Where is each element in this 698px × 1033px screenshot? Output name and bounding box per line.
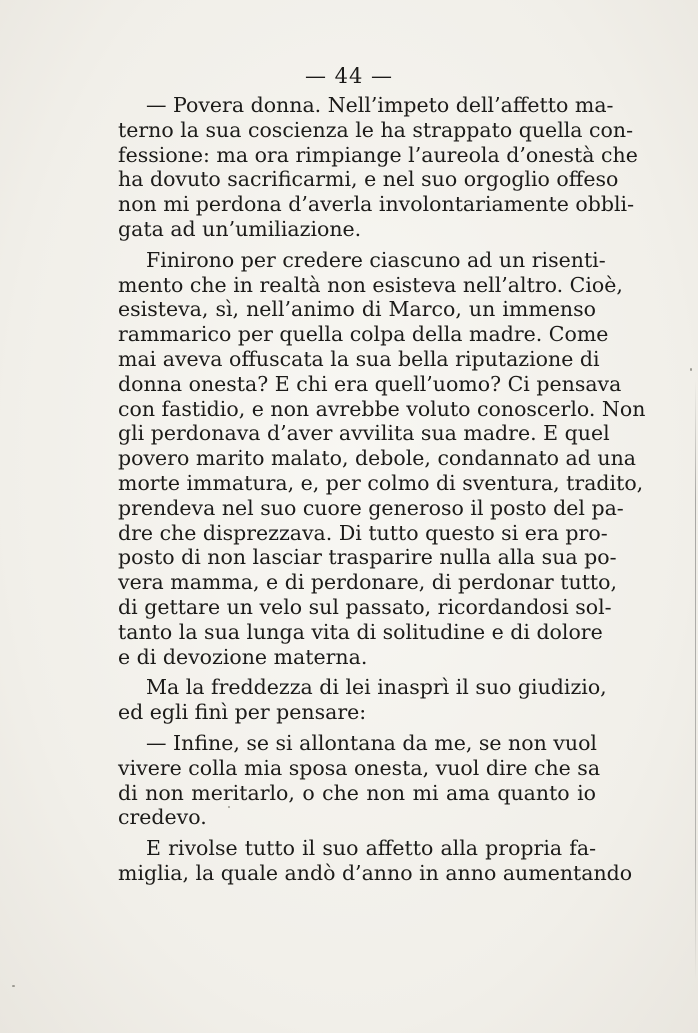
text-line: esisteva, sì, nell’animo di Marco, un immenso — [118, 297, 596, 322]
page-number: — 44 — — [304, 64, 394, 88]
text-line: credevo. — [118, 805, 207, 830]
text-line: Finirono per credere ciascuno ad un risenti- — [146, 247, 606, 272]
paragraph — [118, 247, 646, 670]
text-line: di gettare un velo sul passato, ricordandosi sol- — [118, 594, 612, 619]
text-line: donna onesta? E chi era quell’uomo? Ci pensava — [118, 371, 622, 396]
paragraph — [118, 675, 607, 725]
text-line: fessione: ma ora rimpiange l’aureola d’onestà che — [118, 142, 638, 167]
text-line: posto di non lasciar trasparire nulla alla sua po- — [118, 545, 617, 570]
paragraph — [118, 836, 633, 886]
text-line: E rivolse tutto il suo affetto alla propria fa- — [146, 836, 596, 861]
text-line: dre che disprezzava. Di tutto questo si era pro- — [118, 520, 608, 545]
text-line: povero marito malato, debole, condannato ad una — [118, 446, 637, 471]
page-edge-shadow — [695, 380, 696, 980]
text-line: prendeva nel suo cuore generoso il posto del pa- — [118, 495, 624, 520]
text-line: rammarico per quella colpa della madre. Come — [118, 322, 609, 347]
text-line: con fastidio, e non avrebbe voluto conoscerlo. Non — [118, 396, 646, 421]
text-line: di non meritarlo, o che non mi ama quanto io — [118, 780, 596, 805]
text-line: morte immatura, e, per colmo di sventura, tradito, — [118, 470, 644, 495]
text-line: gli perdonava d’aver avvilita sua madre. E quel — [118, 421, 610, 446]
text-line: vera mamma, e di perdonare, di perdonar tutto, — [118, 570, 618, 595]
text-line: mento che in realtà non esisteva nell’altro. Cioè, — [118, 272, 623, 297]
text-line: tanto la sua lunga vita di solitudine e di dolore — [118, 619, 603, 644]
body-text — [118, 93, 646, 886]
text-line: e di devozione materna. — [118, 644, 368, 669]
text-line: ha dovuto sacrificarmi, e nel suo orgoglio offeso — [118, 167, 619, 192]
text-line: terno la sua coscienza le ha strappato quella con- — [118, 117, 633, 142]
text-line: — Povera donna. Nell’impeto dell’affetto ma- — [146, 93, 614, 117]
text-line: vivere colla mia sposa onesta, vuol dire che sa — [118, 755, 601, 780]
text-line: — Infine, se si allontana da me, se non vuol — [146, 730, 597, 755]
text-line: Ma la freddezza di lei inasprì il suo giudizio, — [146, 675, 607, 700]
paragraph — [118, 730, 601, 830]
text-line: miglia, la quale andò d’anno in anno aumentando — [118, 860, 633, 885]
text-line: non mi perdona d’averla involontariamente obbli- — [118, 192, 635, 217]
paragraph — [118, 93, 638, 242]
text-line: ed egli finì per pensare: — [118, 700, 367, 725]
text-line: gata ad un’umiliazione. — [118, 216, 362, 241]
text-line: mai aveva offuscata la sua bella riputazione di — [118, 346, 600, 371]
